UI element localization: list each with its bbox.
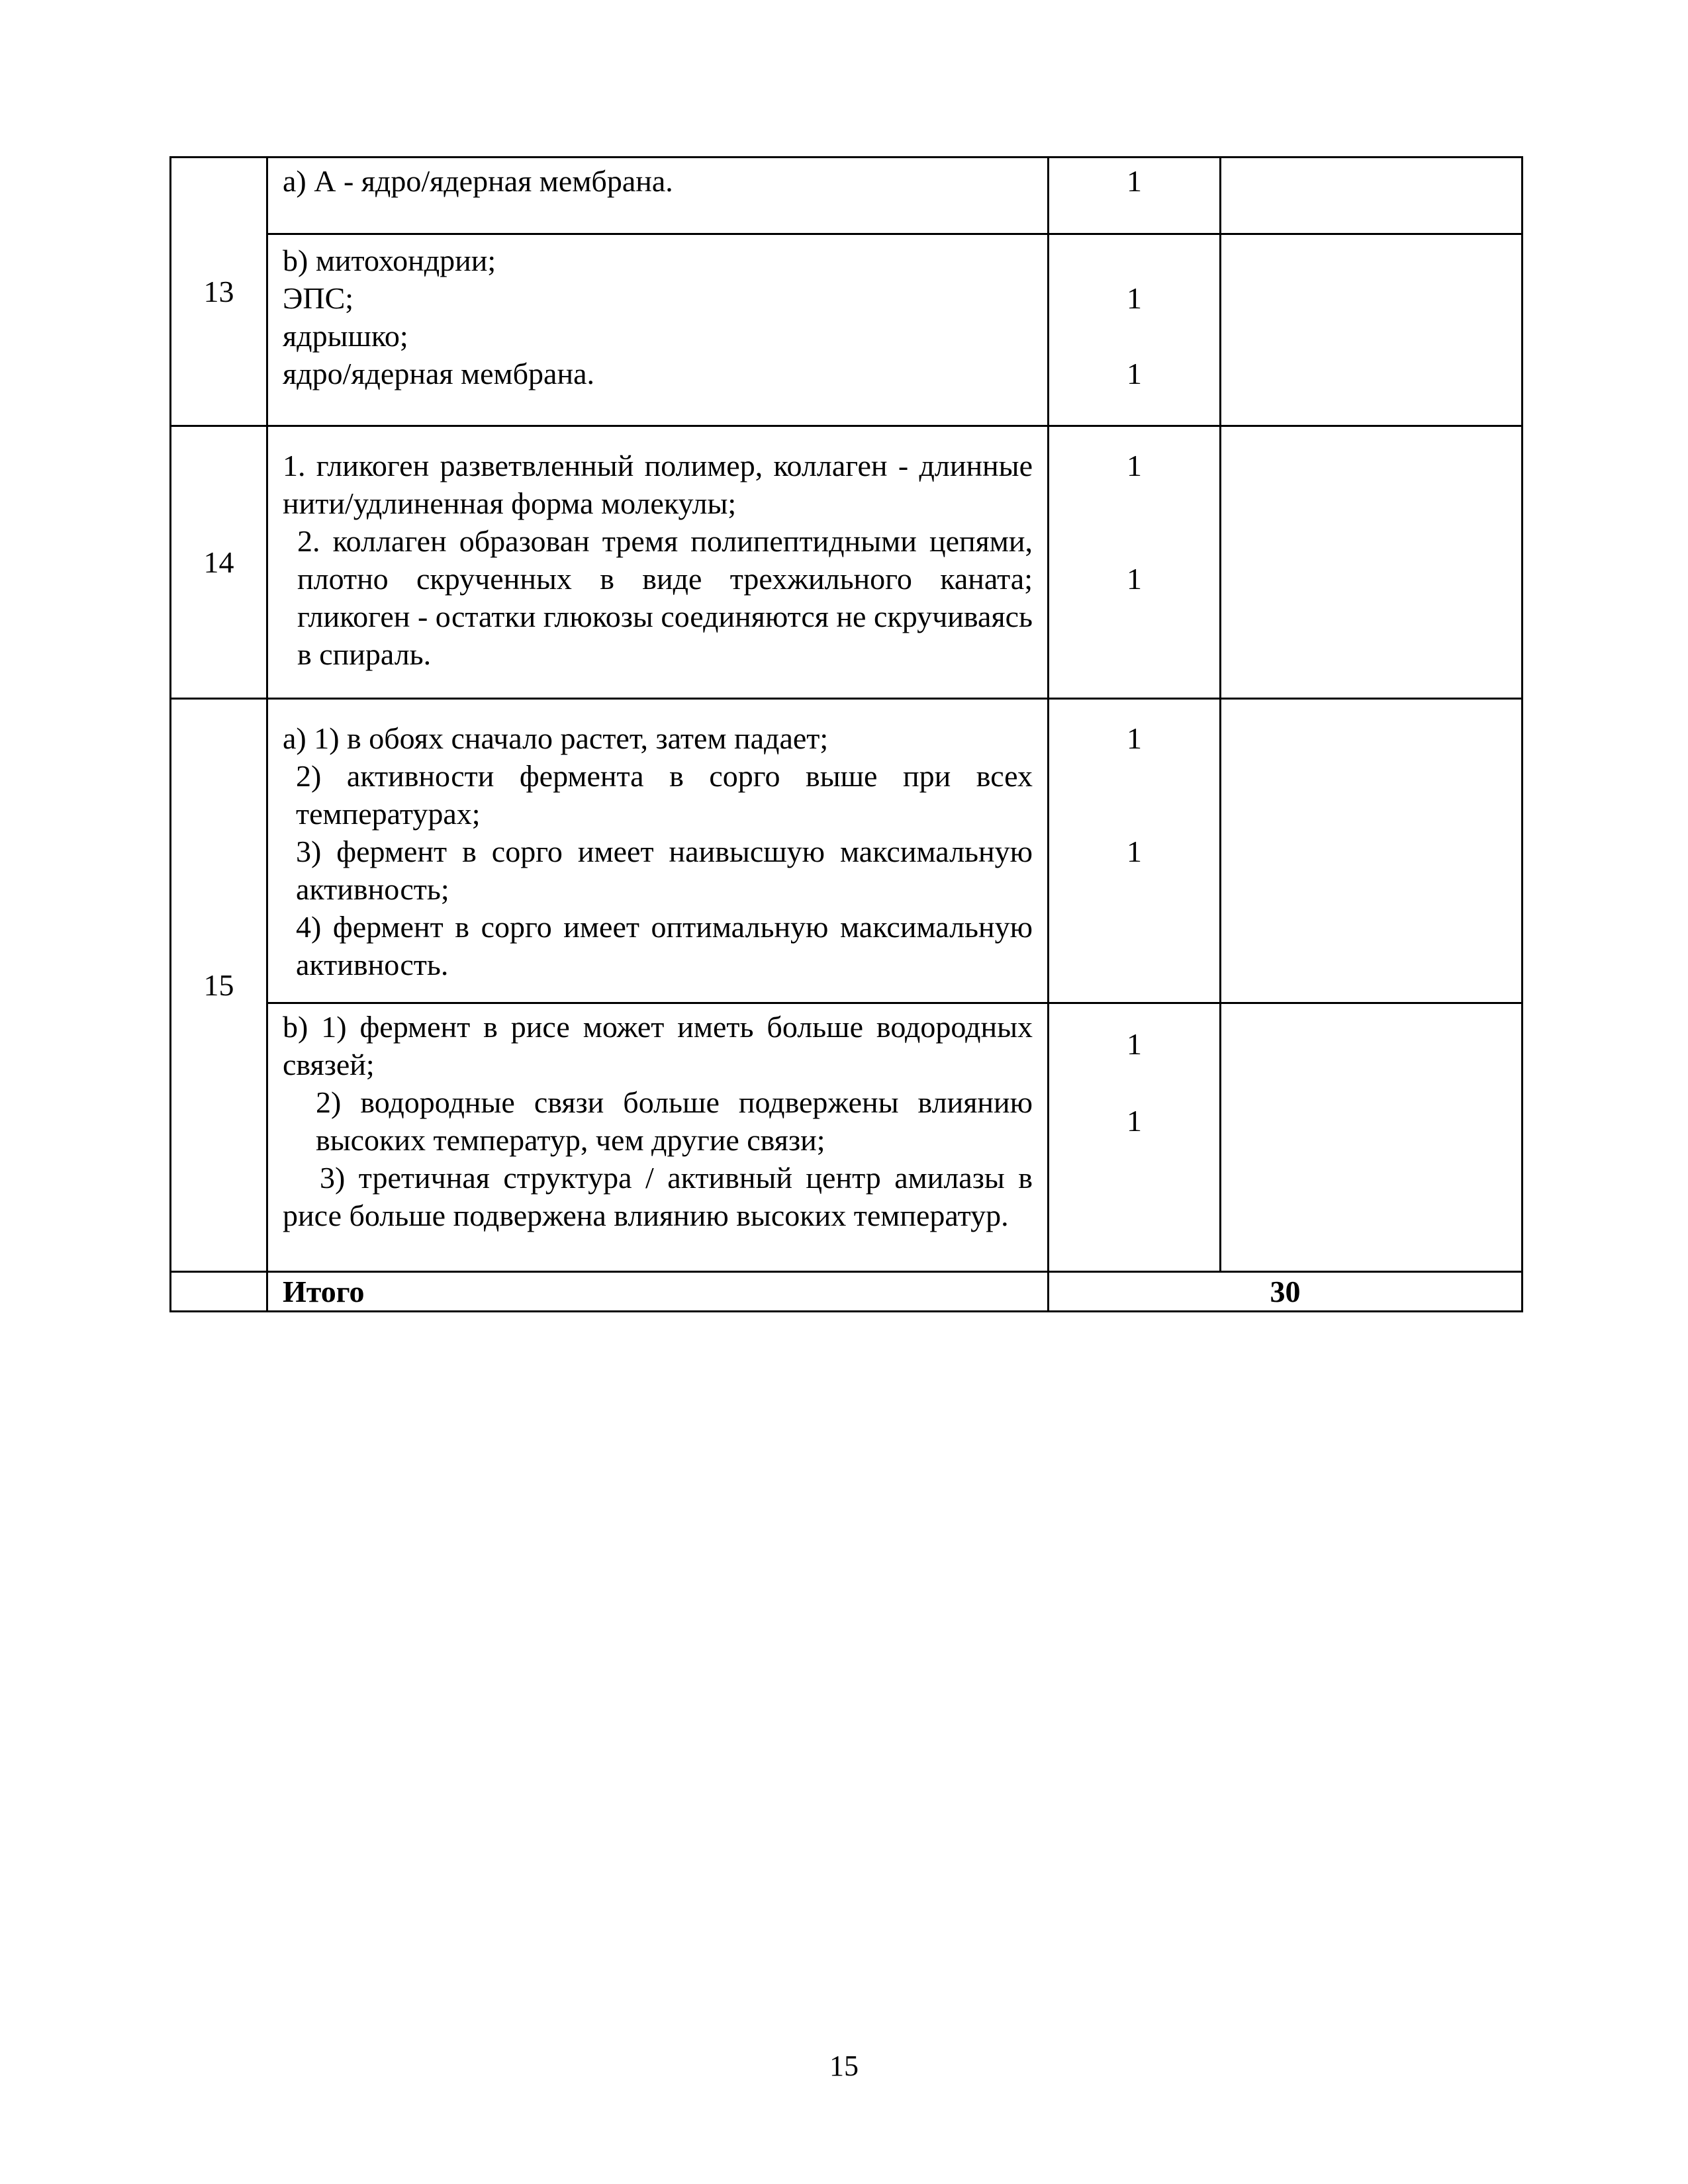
page-number: 15 <box>829 2050 859 2082</box>
answer-cell <box>267 426 1049 699</box>
answer-cell <box>267 1003 1049 1272</box>
points-cell <box>1049 1003 1221 1272</box>
answer-line: 2) водородные связи больше подвержены влиянию высоких температур, чем другие связи; <box>316 1085 1033 1157</box>
points-cell <box>1049 234 1221 426</box>
points-value <box>1049 484 1219 522</box>
empty-cell <box>1221 699 1523 1003</box>
points-value: 1 <box>1127 835 1142 868</box>
answer-line: b) митохондрии; <box>283 244 496 277</box>
grading-table <box>169 156 1523 1312</box>
answer-line: 1. гликоген разветвленный полимер, коллаген - длинные нити/удлиненная форма молекулы; <box>283 449 1033 520</box>
answer-line: a) А - ядро/ядерная мембрана. <box>283 164 673 198</box>
question-number: 14 <box>171 426 267 699</box>
total-row <box>171 1272 1523 1312</box>
answer-line: 4) фермент в сорго имеет оптимальную максимальную активность. <box>296 910 1033 981</box>
points-value: 1 <box>1127 1104 1142 1138</box>
answer-line: 3) фермент в сорго имеет наивысшую максимальную активность; <box>296 835 1033 906</box>
points-cell <box>1049 426 1221 699</box>
points-value: 1 <box>1127 449 1142 482</box>
answer-line: ядрышко; <box>283 319 408 353</box>
table-row <box>171 699 1523 1003</box>
points-value: 1 <box>1127 721 1142 755</box>
total-value: 30 <box>1049 1272 1523 1312</box>
points-value: 1 <box>1127 357 1142 390</box>
points-value: 1 <box>1127 1027 1142 1061</box>
answer-line: ядро/ядерная мембрана. <box>283 357 595 390</box>
answer-line: 2) активности фермента в сорго выше при всех температурах; <box>296 759 1033 831</box>
table-row <box>171 1003 1523 1272</box>
empty-cell <box>1221 1003 1523 1272</box>
answer-cell <box>267 158 1049 234</box>
points-value: 1 <box>1127 164 1142 198</box>
points-value <box>1049 757 1219 795</box>
answer-cell <box>267 699 1049 1003</box>
points-value: 1 <box>1127 281 1142 315</box>
answer-line: 2. коллаген образован тремя полипептидными цепями, плотно скрученных в виде трехжильного каната; гликоген - остатки глюкозы соединяются не скручиваясь в спираль. <box>297 524 1033 671</box>
empty-cell <box>1221 158 1523 234</box>
answer-line: ЭПС; <box>283 281 354 315</box>
total-label: Итого <box>267 1272 1049 1312</box>
points-cell <box>1049 699 1221 1003</box>
table-row <box>171 234 1523 426</box>
question-number: 15 <box>171 699 267 1272</box>
points-value: 1 <box>1127 562 1142 596</box>
question-number: 13 <box>171 158 267 426</box>
points-cell <box>1049 158 1221 234</box>
empty-cell <box>1221 426 1523 699</box>
points-value <box>1049 522 1219 560</box>
answer-line: b) 1) фермент в рисе может иметь больше водородных связей; <box>283 1010 1033 1081</box>
answer-line: a) 1) в обоях сначало растет, затем падает; <box>283 721 829 755</box>
points-value <box>1049 795 1219 833</box>
points-value <box>1049 242 1219 279</box>
answer-cell <box>267 234 1049 426</box>
answer-line: 3) третичная структура / активный центр амилазы в рисе больше подвержена влиянию высоких температур. <box>283 1161 1033 1232</box>
table-row <box>171 426 1523 699</box>
empty-cell <box>1221 234 1523 426</box>
table-row <box>171 158 1523 234</box>
empty-cell <box>171 1272 267 1312</box>
points-value <box>1049 317 1219 355</box>
